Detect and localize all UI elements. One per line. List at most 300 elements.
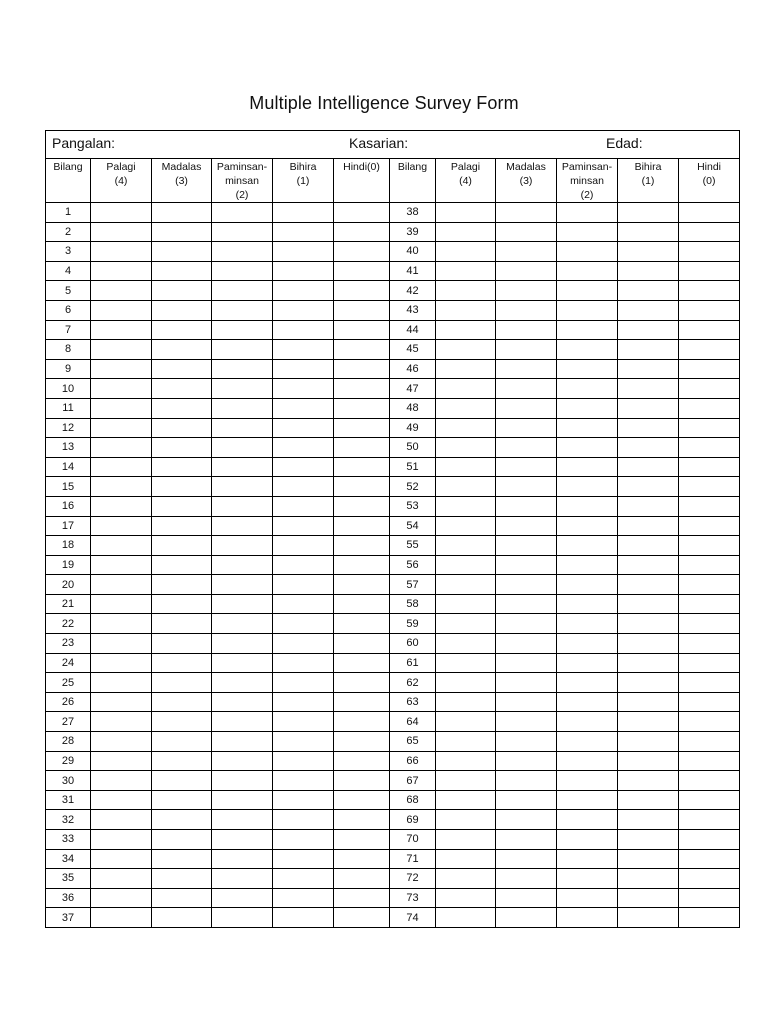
answer-cell[interactable]: [679, 418, 740, 438]
answer-cell[interactable]: [334, 281, 390, 301]
answer-cell[interactable]: [212, 790, 273, 810]
answer-cell[interactable]: [496, 771, 557, 791]
answer-cell[interactable]: [334, 888, 390, 908]
answer-cell[interactable]: [618, 594, 679, 614]
answer-cell[interactable]: [273, 888, 334, 908]
answer-cell[interactable]: [273, 751, 334, 771]
answer-cell[interactable]: [557, 203, 618, 223]
answer-cell[interactable]: [618, 418, 679, 438]
answer-cell[interactable]: [152, 869, 212, 889]
answer-cell[interactable]: [334, 810, 390, 830]
answer-cell[interactable]: [273, 536, 334, 556]
answer-cell[interactable]: [212, 653, 273, 673]
answer-cell[interactable]: [273, 359, 334, 379]
answer-cell[interactable]: [334, 614, 390, 634]
answer-cell[interactable]: [679, 751, 740, 771]
answer-cell[interactable]: [273, 810, 334, 830]
answer-cell[interactable]: [557, 771, 618, 791]
answer-cell[interactable]: [152, 281, 212, 301]
answer-cell[interactable]: [91, 261, 152, 281]
answer-cell[interactable]: [212, 575, 273, 595]
answer-cell[interactable]: [273, 673, 334, 693]
answer-cell[interactable]: [436, 869, 496, 889]
answer-cell[interactable]: [273, 712, 334, 732]
answer-cell[interactable]: [496, 457, 557, 477]
answer-cell[interactable]: [334, 457, 390, 477]
answer-cell[interactable]: [334, 869, 390, 889]
answer-cell[interactable]: [436, 320, 496, 340]
answer-cell[interactable]: [152, 888, 212, 908]
answer-cell[interactable]: [91, 634, 152, 654]
answer-cell[interactable]: [152, 300, 212, 320]
answer-cell[interactable]: [496, 418, 557, 438]
answer-cell[interactable]: [618, 790, 679, 810]
answer-cell[interactable]: [212, 908, 273, 928]
answer-cell[interactable]: [557, 888, 618, 908]
answer-cell[interactable]: [334, 261, 390, 281]
answer-cell[interactable]: [212, 477, 273, 497]
answer-cell[interactable]: [212, 634, 273, 654]
answer-cell[interactable]: [91, 771, 152, 791]
answer-cell[interactable]: [557, 261, 618, 281]
answer-cell[interactable]: [618, 673, 679, 693]
answer-cell[interactable]: [557, 242, 618, 262]
answer-cell[interactable]: [679, 810, 740, 830]
answer-cell[interactable]: [91, 673, 152, 693]
answer-cell[interactable]: [557, 810, 618, 830]
answer-cell[interactable]: [273, 869, 334, 889]
answer-cell[interactable]: [496, 340, 557, 360]
answer-cell[interactable]: [152, 222, 212, 242]
answer-cell[interactable]: [618, 203, 679, 223]
answer-cell[interactable]: [152, 359, 212, 379]
answer-cell[interactable]: [496, 732, 557, 752]
answer-cell[interactable]: [618, 614, 679, 634]
answer-cell[interactable]: [496, 496, 557, 516]
answer-cell[interactable]: [273, 222, 334, 242]
answer-cell[interactable]: [152, 594, 212, 614]
answer-cell[interactable]: [618, 438, 679, 458]
answer-cell[interactable]: [557, 575, 618, 595]
answer-cell[interactable]: [679, 555, 740, 575]
answer-cell[interactable]: [496, 300, 557, 320]
answer-cell[interactable]: [91, 516, 152, 536]
answer-cell[interactable]: [436, 555, 496, 575]
answer-cell[interactable]: [679, 732, 740, 752]
answer-cell[interactable]: [436, 594, 496, 614]
answer-cell[interactable]: [618, 340, 679, 360]
answer-cell[interactable]: [212, 732, 273, 752]
answer-cell[interactable]: [91, 281, 152, 301]
answer-cell[interactable]: [91, 712, 152, 732]
answer-cell[interactable]: [334, 516, 390, 536]
answer-cell[interactable]: [618, 300, 679, 320]
answer-cell[interactable]: [91, 398, 152, 418]
answer-cell[interactable]: [273, 438, 334, 458]
answer-cell[interactable]: [618, 398, 679, 418]
answer-cell[interactable]: [334, 300, 390, 320]
answer-cell[interactable]: [152, 575, 212, 595]
answer-cell[interactable]: [618, 908, 679, 928]
answer-cell[interactable]: [679, 300, 740, 320]
answer-cell[interactable]: [436, 203, 496, 223]
answer-cell[interactable]: [496, 673, 557, 693]
answer-cell[interactable]: [618, 496, 679, 516]
answer-cell[interactable]: [212, 692, 273, 712]
answer-cell[interactable]: [557, 751, 618, 771]
answer-cell[interactable]: [496, 379, 557, 399]
answer-cell[interactable]: [273, 379, 334, 399]
answer-cell[interactable]: [334, 555, 390, 575]
answer-cell[interactable]: [334, 771, 390, 791]
answer-cell[interactable]: [152, 614, 212, 634]
answer-cell[interactable]: [679, 242, 740, 262]
answer-cell[interactable]: [91, 908, 152, 928]
answer-cell[interactable]: [496, 222, 557, 242]
answer-cell[interactable]: [212, 418, 273, 438]
answer-cell[interactable]: [436, 261, 496, 281]
answer-cell[interactable]: [618, 810, 679, 830]
answer-cell[interactable]: [496, 320, 557, 340]
answer-cell[interactable]: [152, 379, 212, 399]
answer-cell[interactable]: [273, 790, 334, 810]
answer-cell[interactable]: [679, 594, 740, 614]
answer-cell[interactable]: [152, 457, 212, 477]
answer-cell[interactable]: [152, 771, 212, 791]
answer-cell[interactable]: [212, 536, 273, 556]
answer-cell[interactable]: [557, 712, 618, 732]
answer-cell[interactable]: [273, 830, 334, 850]
answer-cell[interactable]: [436, 575, 496, 595]
answer-cell[interactable]: [273, 732, 334, 752]
answer-cell[interactable]: [91, 555, 152, 575]
answer-cell[interactable]: [618, 634, 679, 654]
answer-cell[interactable]: [618, 359, 679, 379]
answer-cell[interactable]: [212, 771, 273, 791]
answer-cell[interactable]: [496, 790, 557, 810]
answer-cell[interactable]: [152, 849, 212, 869]
answer-cell[interactable]: [679, 477, 740, 497]
answer-cell[interactable]: [436, 732, 496, 752]
answer-cell[interactable]: [496, 555, 557, 575]
answer-cell[interactable]: [334, 908, 390, 928]
answer-cell[interactable]: [436, 810, 496, 830]
answer-cell[interactable]: [679, 320, 740, 340]
answer-cell[interactable]: [212, 340, 273, 360]
answer-cell[interactable]: [273, 594, 334, 614]
answer-cell[interactable]: [212, 261, 273, 281]
answer-cell[interactable]: [334, 751, 390, 771]
answer-cell[interactable]: [152, 340, 212, 360]
answer-cell[interactable]: [436, 359, 496, 379]
answer-cell[interactable]: [91, 830, 152, 850]
answer-cell[interactable]: [334, 242, 390, 262]
answer-cell[interactable]: [334, 379, 390, 399]
answer-cell[interactable]: [436, 398, 496, 418]
answer-cell[interactable]: [618, 575, 679, 595]
answer-cell[interactable]: [679, 398, 740, 418]
answer-cell[interactable]: [273, 575, 334, 595]
answer-cell[interactable]: [618, 653, 679, 673]
answer-cell[interactable]: [91, 242, 152, 262]
answer-cell[interactable]: [273, 242, 334, 262]
answer-cell[interactable]: [496, 849, 557, 869]
answer-cell[interactable]: [557, 594, 618, 614]
answer-cell[interactable]: [91, 732, 152, 752]
answer-cell[interactable]: [152, 261, 212, 281]
answer-cell[interactable]: [334, 594, 390, 614]
answer-cell[interactable]: [91, 320, 152, 340]
answer-cell[interactable]: [496, 575, 557, 595]
answer-cell[interactable]: [273, 203, 334, 223]
answer-cell[interactable]: [557, 790, 618, 810]
answer-cell[interactable]: [273, 398, 334, 418]
answer-cell[interactable]: [334, 849, 390, 869]
answer-cell[interactable]: [334, 222, 390, 242]
answer-cell[interactable]: [436, 496, 496, 516]
answer-cell[interactable]: [212, 594, 273, 614]
answer-cell[interactable]: [557, 536, 618, 556]
answer-cell[interactable]: [91, 849, 152, 869]
answer-cell[interactable]: [618, 555, 679, 575]
answer-cell[interactable]: [334, 790, 390, 810]
answer-cell[interactable]: [557, 653, 618, 673]
answer-cell[interactable]: [436, 888, 496, 908]
answer-cell[interactable]: [557, 222, 618, 242]
answer-cell[interactable]: [436, 536, 496, 556]
answer-cell[interactable]: [91, 810, 152, 830]
answer-cell[interactable]: [618, 222, 679, 242]
answer-cell[interactable]: [679, 359, 740, 379]
answer-cell[interactable]: [679, 457, 740, 477]
answer-cell[interactable]: [334, 438, 390, 458]
answer-cell[interactable]: [334, 653, 390, 673]
answer-cell[interactable]: [152, 398, 212, 418]
answer-cell[interactable]: [91, 379, 152, 399]
answer-cell[interactable]: [496, 261, 557, 281]
answer-cell[interactable]: [152, 830, 212, 850]
answer-cell[interactable]: [679, 908, 740, 928]
answer-cell[interactable]: [679, 222, 740, 242]
answer-cell[interactable]: [91, 790, 152, 810]
answer-cell[interactable]: [91, 203, 152, 223]
answer-cell[interactable]: [212, 810, 273, 830]
answer-cell[interactable]: [557, 398, 618, 418]
answer-cell[interactable]: [212, 359, 273, 379]
answer-cell[interactable]: [496, 242, 557, 262]
answer-cell[interactable]: [212, 398, 273, 418]
answer-cell[interactable]: [334, 575, 390, 595]
answer-cell[interactable]: [557, 438, 618, 458]
answer-cell[interactable]: [679, 438, 740, 458]
answer-cell[interactable]: [679, 771, 740, 791]
answer-cell[interactable]: [212, 281, 273, 301]
answer-cell[interactable]: [91, 614, 152, 634]
answer-cell[interactable]: [618, 849, 679, 869]
answer-cell[interactable]: [91, 438, 152, 458]
answer-cell[interactable]: [618, 379, 679, 399]
answer-cell[interactable]: [152, 692, 212, 712]
answer-cell[interactable]: [496, 359, 557, 379]
answer-cell[interactable]: [212, 222, 273, 242]
answer-cell[interactable]: [436, 300, 496, 320]
answer-cell[interactable]: [557, 614, 618, 634]
answer-cell[interactable]: [152, 516, 212, 536]
answer-cell[interactable]: [496, 830, 557, 850]
answer-cell[interactable]: [91, 653, 152, 673]
answer-cell[interactable]: [152, 536, 212, 556]
answer-cell[interactable]: [212, 457, 273, 477]
answer-cell[interactable]: [436, 771, 496, 791]
answer-cell[interactable]: [496, 634, 557, 654]
answer-cell[interactable]: [436, 438, 496, 458]
answer-cell[interactable]: [618, 692, 679, 712]
answer-cell[interactable]: [557, 908, 618, 928]
answer-cell[interactable]: [91, 300, 152, 320]
answer-cell[interactable]: [436, 379, 496, 399]
answer-cell[interactable]: [496, 516, 557, 536]
answer-cell[interactable]: [496, 653, 557, 673]
answer-cell[interactable]: [91, 575, 152, 595]
answer-cell[interactable]: [273, 496, 334, 516]
answer-cell[interactable]: [679, 536, 740, 556]
answer-cell[interactable]: [496, 614, 557, 634]
answer-cell[interactable]: [334, 732, 390, 752]
answer-cell[interactable]: [618, 732, 679, 752]
answer-cell[interactable]: [496, 438, 557, 458]
answer-cell[interactable]: [496, 203, 557, 223]
answer-cell[interactable]: [334, 536, 390, 556]
answer-cell[interactable]: [496, 712, 557, 732]
answer-cell[interactable]: [334, 203, 390, 223]
answer-cell[interactable]: [496, 281, 557, 301]
answer-cell[interactable]: [273, 555, 334, 575]
answer-cell[interactable]: [496, 751, 557, 771]
answer-cell[interactable]: [334, 673, 390, 693]
answer-cell[interactable]: [679, 790, 740, 810]
answer-cell[interactable]: [152, 477, 212, 497]
answer-cell[interactable]: [273, 320, 334, 340]
answer-cell[interactable]: [436, 751, 496, 771]
answer-cell[interactable]: [436, 673, 496, 693]
answer-cell[interactable]: [557, 516, 618, 536]
answer-cell[interactable]: [212, 869, 273, 889]
answer-cell[interactable]: [436, 281, 496, 301]
answer-cell[interactable]: [496, 536, 557, 556]
answer-cell[interactable]: [679, 281, 740, 301]
answer-cell[interactable]: [436, 692, 496, 712]
answer-cell[interactable]: [679, 575, 740, 595]
answer-cell[interactable]: [618, 888, 679, 908]
answer-cell[interactable]: [91, 536, 152, 556]
answer-cell[interactable]: [557, 555, 618, 575]
answer-cell[interactable]: [273, 614, 334, 634]
answer-cell[interactable]: [212, 438, 273, 458]
answer-cell[interactable]: [557, 379, 618, 399]
answer-cell[interactable]: [152, 496, 212, 516]
answer-cell[interactable]: [212, 673, 273, 693]
answer-cell[interactable]: [91, 692, 152, 712]
answer-cell[interactable]: [557, 340, 618, 360]
answer-cell[interactable]: [436, 516, 496, 536]
answer-cell[interactable]: [273, 418, 334, 438]
answer-cell[interactable]: [557, 457, 618, 477]
answer-cell[interactable]: [334, 496, 390, 516]
answer-cell[interactable]: [91, 888, 152, 908]
answer-cell[interactable]: [152, 320, 212, 340]
answer-cell[interactable]: [273, 692, 334, 712]
answer-cell[interactable]: [334, 692, 390, 712]
answer-cell[interactable]: [152, 242, 212, 262]
answer-cell[interactable]: [91, 477, 152, 497]
answer-cell[interactable]: [273, 908, 334, 928]
answer-cell[interactable]: [618, 281, 679, 301]
answer-cell[interactable]: [273, 261, 334, 281]
answer-cell[interactable]: [212, 849, 273, 869]
answer-cell[interactable]: [334, 712, 390, 732]
answer-cell[interactable]: [212, 242, 273, 262]
answer-cell[interactable]: [334, 477, 390, 497]
answer-cell[interactable]: [436, 790, 496, 810]
answer-cell[interactable]: [152, 634, 212, 654]
answer-cell[interactable]: [679, 849, 740, 869]
answer-cell[interactable]: [496, 810, 557, 830]
answer-cell[interactable]: [557, 849, 618, 869]
answer-cell[interactable]: [273, 300, 334, 320]
answer-cell[interactable]: [557, 634, 618, 654]
answer-cell[interactable]: [334, 320, 390, 340]
answer-cell[interactable]: [152, 653, 212, 673]
answer-cell[interactable]: [436, 653, 496, 673]
answer-cell[interactable]: [679, 516, 740, 536]
answer-cell[interactable]: [496, 908, 557, 928]
answer-cell[interactable]: [212, 496, 273, 516]
answer-cell[interactable]: [152, 203, 212, 223]
answer-cell[interactable]: [273, 281, 334, 301]
answer-cell[interactable]: [334, 634, 390, 654]
answer-cell[interactable]: [152, 908, 212, 928]
answer-cell[interactable]: [152, 732, 212, 752]
answer-cell[interactable]: [91, 457, 152, 477]
answer-cell[interactable]: [618, 751, 679, 771]
answer-cell[interactable]: [91, 751, 152, 771]
answer-cell[interactable]: [273, 634, 334, 654]
answer-cell[interactable]: [496, 594, 557, 614]
answer-cell[interactable]: [91, 869, 152, 889]
answer-cell[interactable]: [436, 712, 496, 732]
answer-cell[interactable]: [618, 477, 679, 497]
answer-cell[interactable]: [618, 516, 679, 536]
answer-cell[interactable]: [679, 830, 740, 850]
answer-cell[interactable]: [679, 692, 740, 712]
answer-cell[interactable]: [212, 888, 273, 908]
answer-cell[interactable]: [334, 418, 390, 438]
answer-cell[interactable]: [618, 457, 679, 477]
answer-cell[interactable]: [618, 261, 679, 281]
answer-cell[interactable]: [557, 732, 618, 752]
answer-cell[interactable]: [496, 398, 557, 418]
answer-cell[interactable]: [618, 771, 679, 791]
answer-cell[interactable]: [91, 359, 152, 379]
answer-cell[interactable]: [436, 634, 496, 654]
answer-cell[interactable]: [679, 634, 740, 654]
answer-cell[interactable]: [212, 300, 273, 320]
answer-cell[interactable]: [212, 379, 273, 399]
answer-cell[interactable]: [436, 242, 496, 262]
answer-cell[interactable]: [496, 888, 557, 908]
answer-cell[interactable]: [152, 790, 212, 810]
answer-cell[interactable]: [496, 869, 557, 889]
